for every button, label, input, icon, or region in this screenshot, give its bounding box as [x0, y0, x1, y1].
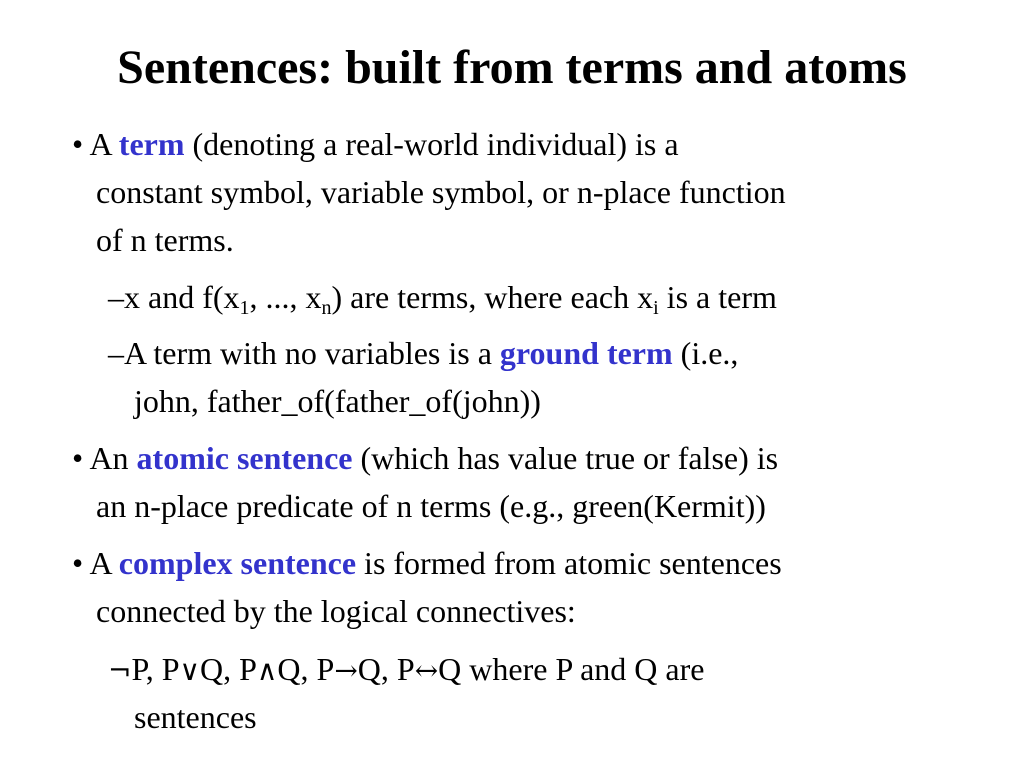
bullet-prefix: A — [89, 545, 111, 581]
bullet-marker: • — [72, 545, 84, 581]
connective-text-3: Q, P — [277, 651, 335, 687]
connective-text-4: Q, P — [357, 651, 415, 687]
implies-symbol: → — [334, 654, 358, 687]
bullet-text: (which has value true or false) is — [360, 440, 779, 476]
sub-prefix: A term with no variables is a — [124, 335, 492, 371]
bullet-prefix: A — [89, 126, 111, 162]
sub-text-a: x and f(x — [124, 279, 240, 315]
bullet-text: is formed from atomic sentences — [364, 545, 782, 581]
keyword-atomic-sentence: atomic sentence — [136, 440, 353, 476]
subscript-i: i — [653, 297, 659, 319]
not-symbol: ¬ — [108, 654, 132, 687]
sub-text-d: is a term — [666, 279, 777, 315]
sub-text-c: ) are terms, where each x — [331, 279, 654, 315]
or-symbol: ∨ — [179, 654, 201, 687]
bullet-term-line-3: of n terms. — [96, 222, 234, 258]
bullet-marker: • — [72, 440, 84, 476]
bullet-complex-line-2: connected by the logical connectives: — [96, 593, 576, 629]
subbullet-terms-example — [108, 279, 777, 319]
keyword-term: term — [118, 126, 185, 162]
bullet-atomic-line-2: an n-place predicate of n terms (e.g., green(Kermit)) — [96, 488, 766, 524]
connective-text-1: P, P — [131, 651, 180, 687]
bullet-term-line-2: constant symbol, variable symbol, or n-place function — [96, 174, 786, 210]
bullet-text: (denoting a real-world individual) is a — [192, 126, 679, 162]
subbullet-connectives-line-2: sentences — [134, 699, 257, 735]
bullet-atomic-line-1 — [72, 440, 778, 476]
subscript-n: n — [321, 297, 332, 319]
connective-text-5: Q where P and Q are — [438, 651, 705, 687]
subbullet-ground-term-line-2: john, father_of(father_of(john)) — [134, 383, 541, 419]
bullet-complex-line-1 — [72, 545, 782, 581]
connective-text-2: Q, P — [200, 651, 257, 687]
sub-marker: – — [108, 335, 124, 371]
and-symbol: ∧ — [256, 654, 278, 687]
subbullet-connectives-line-1 — [108, 651, 704, 689]
bullet-prefix: An — [89, 440, 129, 476]
iff-symbol: ↔ — [414, 654, 439, 687]
subscript-1: 1 — [239, 297, 250, 319]
bullet-term-line-1 — [72, 126, 679, 162]
sub-rest: (i.e., — [680, 335, 739, 371]
keyword-ground-term: ground term — [499, 335, 673, 371]
keyword-complex-sentence: complex sentence — [118, 545, 357, 581]
slide-title: Sentences: built from terms and atoms — [117, 41, 907, 94]
sub-marker: – — [108, 279, 124, 315]
sub-text-b: , ..., x — [249, 279, 322, 315]
subbullet-ground-term-line-1 — [108, 335, 738, 371]
bullet-marker: • — [72, 126, 84, 162]
